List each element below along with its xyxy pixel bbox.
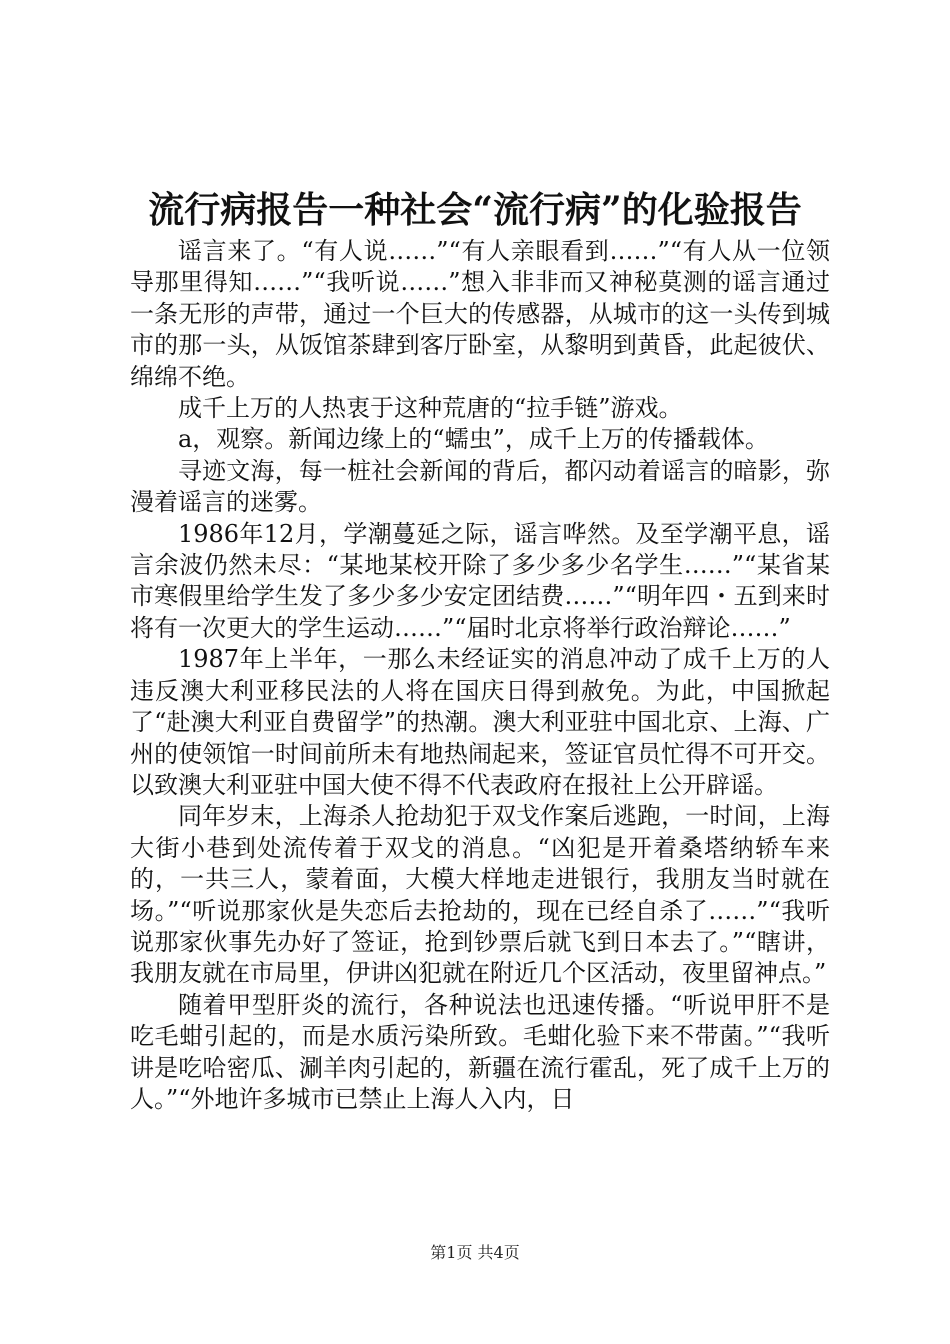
- document-body: [130, 236, 830, 1115]
- paragraph: 随着甲型肝炎的流行，各种说法也迅速传播。“听说甲肝不是吃毛蚶引起的，而是水质污染所致。毛蚶化验下来不带菌。”“我听讲是吃哈密瓜、涮羊肉引起的，新疆在流行霍乱，死了成千上万的人。”“外地许多城市已禁止上海人入内，日: [130, 990, 830, 1113]
- paragraph: a，观察。新闻边缘上的“蠕虫”，成千上万的传播载体。: [178, 425, 769, 454]
- paragraph: 同年岁末，上海杀人抢劫犯于双戈作案后逃跑，一时间，上海大街小巷到处流传着于双戈的消息。“凶犯是开着桑塔纳轿车来的，一共三人，蒙着面，大模大样地走进银行，我朋友当时就在场。”“听说那家伙是失恋后去抢劫的，现在已经自杀了……”“我听说那家伙事先办好了签证，抢到钞票后就飞到日本去了。”“瞎讲，我朋友就在市局里，伊讲凶犯就在附近几个区活动，夜里留神点。”: [130, 802, 830, 988]
- paragraph: 寻迹文海，每一桩社会新闻的背后，都闪动着谣言的暗影，弥漫着谣言的迷雾。: [130, 456, 830, 517]
- paragraph: 1987年上半年，一那么未经证实的消息冲动了成千上万的人违反澳大利亚移民法的人将在国庆日得到赦免。为此，中国掀起了“赴澳大利亚自费留学”的热潮。澳大利亚驻中国北京、上海、广州的使领馆一时间前所未有地热闹起来，签证官员忙得不可开交。以致澳大利亚驻中国大使不得不代表政府在报社上公开辟谣。: [130, 645, 830, 799]
- paragraph: 1986年12月，学潮蔓延之际，谣言哗然。及至学潮平息，谣言余波仍然未尽：“某地某校开除了多少多少名学生……”“某省某市寒假里给学生发了多少多少安定团结费……”“明年四・五到来时将有一次更大的学生运动……”“届时北京将举行政治辩论……”: [130, 519, 830, 642]
- paragraph: 成千上万的人热衷于这种荒唐的“拉手链”游戏。: [178, 394, 683, 423]
- page-footer: 第1页 共4页: [430, 1243, 520, 1262]
- document-title: 流行病报告一种社会“流行病”的化验报告: [148, 189, 802, 231]
- paragraph: 谣言来了。“有人说……”“有人亲眼看到……”“有人从一位领导那里得知……”“我听说……”想入非非而又神秘莫测的谣言通过一条无形的声带，通过一个巨大的传感器，从城市的这一头传到城市的那一头，从饭馆茶肆到客厅卧室，从黎明到黄昏，此起彼伏、绵绵不绝。: [130, 237, 830, 391]
